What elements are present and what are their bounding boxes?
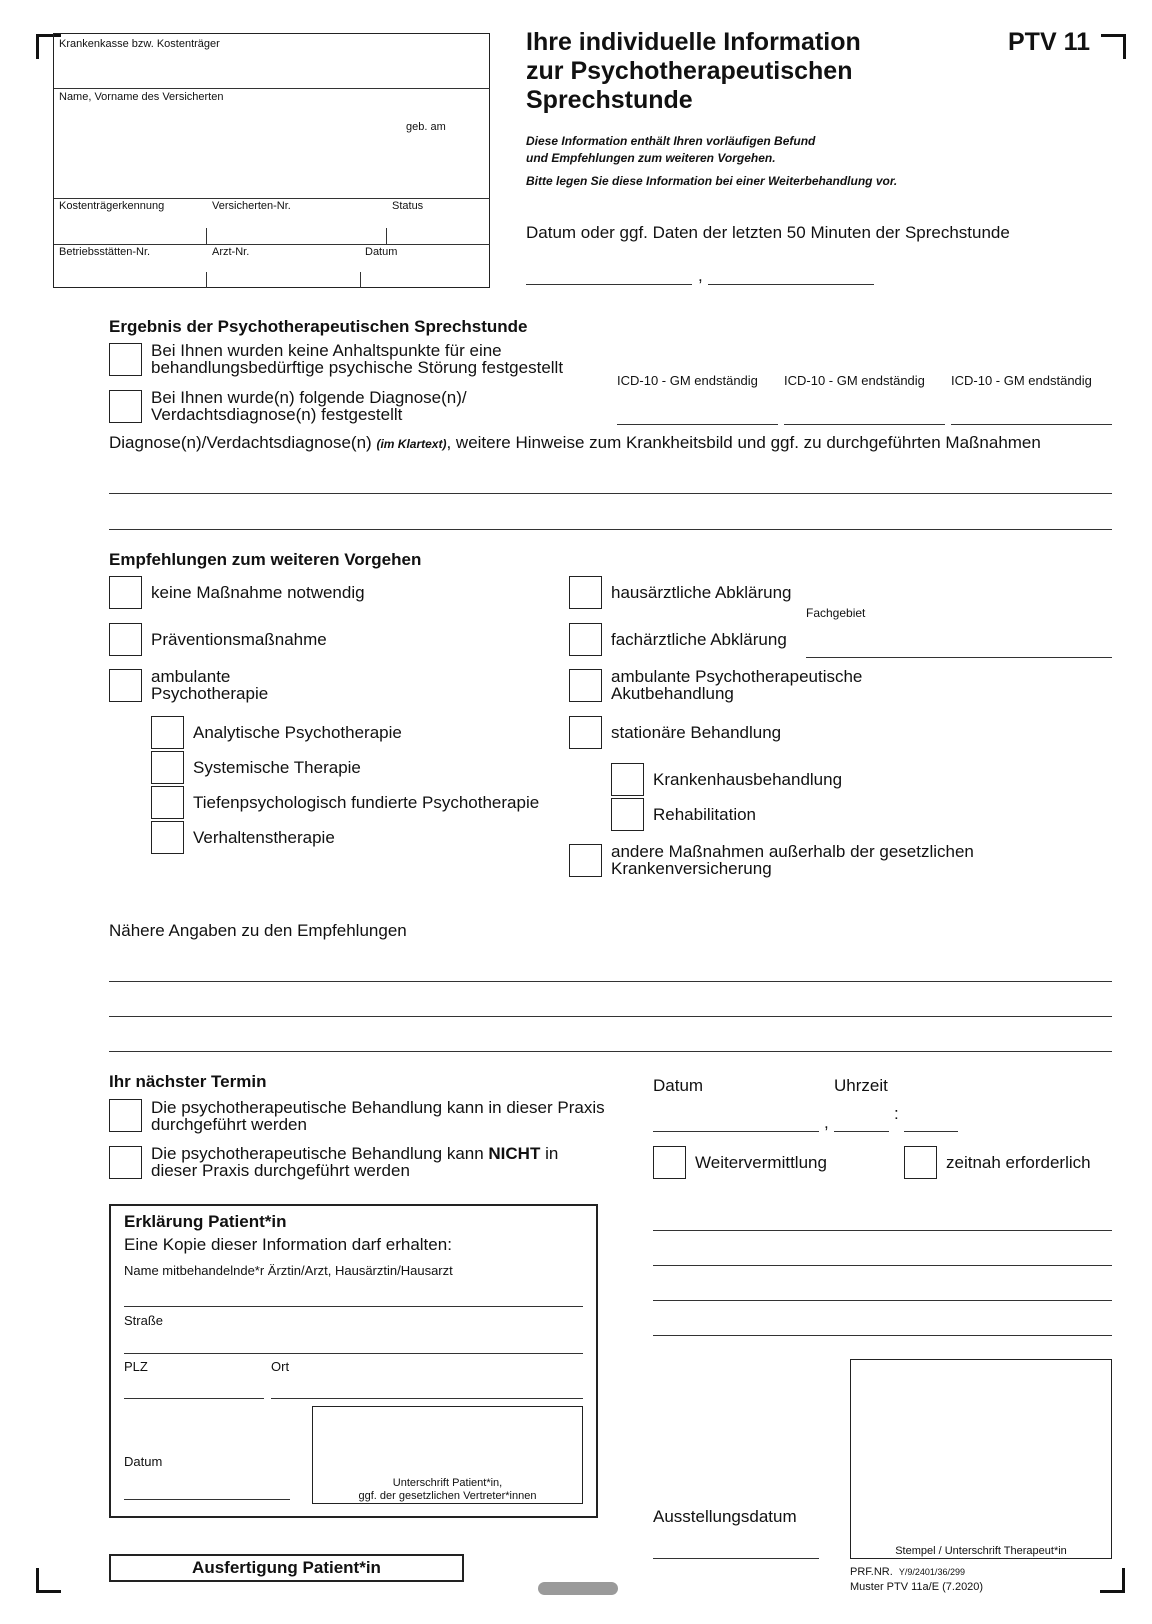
- termin-uhrzeit-label: Uhrzeit: [834, 1076, 888, 1095]
- no-disorder-line1: Bei Ihnen wurden keine Anhaltspunkte für eine: [151, 341, 502, 360]
- ort-label: Ort: [271, 1359, 290, 1374]
- diag-klartext: (im Klartext): [376, 437, 447, 451]
- verhaltenstherapie-checkbox[interactable]: [151, 821, 184, 854]
- corner-mark-bottom-left: [36, 1568, 61, 1593]
- info-line1: Diese Information enthält Ihren vorläufigen Befund: [526, 134, 816, 148]
- akut-line1: ambulante Psychotherapeutische: [611, 667, 863, 686]
- praxis-info-line-1[interactable]: [653, 1230, 1112, 1231]
- diagnosis-checkbox[interactable]: [109, 390, 142, 423]
- behandlung-nicht-in-praxis-checkbox[interactable]: [109, 1146, 142, 1179]
- akut-line2: Akutbehandlung: [611, 684, 734, 703]
- termin-opt2-line1: [151, 1145, 558, 1162]
- kennung-label: Kostenträgerkennung: [59, 200, 165, 212]
- strasse-label: Straße: [124, 1313, 164, 1328]
- page-title-line2: zur Psychotherapeutischen: [526, 57, 853, 85]
- ausstellungsdatum-field[interactable]: [653, 1558, 819, 1559]
- andere-line2: Krankenversicherung: [611, 859, 772, 878]
- naehere-line-1[interactable]: [109, 981, 1112, 982]
- termin-heading: Ihr nächster Termin: [109, 1072, 267, 1091]
- info-line3: Bitte legen Sie diese Information bei einer Weiterbehandlung vor.: [526, 174, 898, 188]
- scroll-indicator[interactable]: [538, 1582, 618, 1595]
- termin-colon: :: [894, 1104, 899, 1123]
- ambulante-psychotherapie-checkbox[interactable]: [109, 669, 142, 702]
- strasse-field[interactable]: [124, 1353, 583, 1354]
- stempel-label: Stempel / Unterschrift Therapeut*in: [895, 1545, 1067, 1557]
- muster-label: Muster PTV 11a/E (7.2020): [850, 1581, 984, 1593]
- name-arzt-label: Name mitbehandelnde*r Ärztin/Arzt, Hausärztin/Hausarzt: [124, 1263, 453, 1278]
- icd-label-3: ICD-10 - GM endständig: [951, 373, 1092, 388]
- krankenhaus-label: Krankenhausbehandlung: [653, 770, 843, 789]
- no-disorder-checkbox[interactable]: [109, 343, 142, 376]
- diagnosis-text-label: [109, 434, 1041, 453]
- fachgebiet-field[interactable]: [806, 657, 1112, 658]
- zeitnah-label: zeitnah erforderlich: [946, 1153, 1091, 1172]
- diagnosis-line2: Verdachtsdiagnose(n) festgestellt: [151, 405, 403, 424]
- diag-suffix: , weitere Hinweise zum Krankheitsbild und ggf. zu durchgeführten Maßnahmen: [446, 433, 1041, 452]
- erklaerung-datum-field[interactable]: [124, 1499, 290, 1500]
- hausaerztlich-label: hausärztliche Abklärung: [611, 583, 792, 602]
- erklaerung-datum-label: Datum: [124, 1454, 163, 1469]
- diag-prefix: Diagnose(n)/Verdachtsdiagnose(n): [109, 433, 372, 452]
- opt2-post: in: [540, 1144, 559, 1163]
- sig-label-line2: ggf. der gesetzlichen Vertreter*innen: [358, 1490, 537, 1502]
- stationaer-checkbox[interactable]: [569, 716, 602, 749]
- behandlung-in-praxis-checkbox[interactable]: [109, 1099, 142, 1132]
- page-title-line3: Sprechstunde: [526, 86, 693, 114]
- ausstellungsdatum-label: Ausstellungsdatum: [653, 1507, 797, 1526]
- sig-label-line1: Unterschrift Patient*in,: [392, 1477, 503, 1489]
- andere-massnahmen-checkbox[interactable]: [569, 844, 602, 877]
- termin-opt1-line1: Die psychotherapeutische Behandlung kann in dieser Praxis: [151, 1098, 605, 1117]
- naehere-angaben-label: Nähere Angaben zu den Empfehlungen: [109, 921, 407, 940]
- naehere-line-2[interactable]: [109, 1016, 1112, 1017]
- diagnosis-line1: Bei Ihnen wurde(n) folgende Diagnose(n)/: [151, 388, 467, 407]
- prfnr-value: Y/9/2401/36/299: [898, 1567, 965, 1577]
- name-arzt-field[interactable]: [124, 1306, 583, 1307]
- stationaer-label: stationäre Behandlung: [611, 723, 782, 742]
- no-disorder-line2: behandlungsbedürftige psychische Störung festgestellt: [151, 358, 564, 377]
- andere-line1: andere Maßnahmen außerhalb der gesetzlichen: [611, 842, 974, 861]
- praxis-info-line-2[interactable]: [653, 1265, 1112, 1266]
- plz-field[interactable]: [124, 1398, 264, 1399]
- date-comma: ,: [698, 266, 703, 285]
- verhaltenstherapie-label: Verhaltenstherapie: [193, 828, 335, 847]
- praevention-checkbox[interactable]: [109, 623, 142, 656]
- prfnr-label: PRF.NR.: [850, 1566, 893, 1578]
- stempel-box[interactable]: [850, 1359, 1112, 1559]
- praevention-label: Präventionsmaßnahme: [151, 630, 327, 649]
- erklaerung-box: [109, 1204, 598, 1518]
- termin-opt2-line2: dieser Praxis durchgeführt werden: [151, 1161, 410, 1180]
- box-datum-label: Datum: [365, 246, 398, 258]
- termin-hour-field[interactable]: [834, 1131, 889, 1132]
- termin-minute-field[interactable]: [904, 1131, 958, 1132]
- systemische-checkbox[interactable]: [151, 751, 184, 784]
- praxis-info-line-4[interactable]: [653, 1335, 1112, 1336]
- weitervermittlung-checkbox[interactable]: [653, 1146, 686, 1179]
- termin-opt1-line2: durchgeführt werden: [151, 1115, 307, 1134]
- fachgebiet-label: Fachgebiet: [806, 606, 866, 620]
- ambulante-line2: Psychotherapie: [151, 684, 269, 703]
- ergebnis-heading: Ergebnis der Psychotherapeutischen Sprechstunde: [109, 317, 528, 336]
- hausaerztlich-checkbox[interactable]: [569, 576, 602, 609]
- status-label: Status: [392, 200, 424, 212]
- kasse-label: Krankenkasse bzw. Kostenträger: [59, 38, 220, 50]
- analytische-label: Analytische Psychotherapie: [193, 723, 402, 742]
- fachaerztlich-checkbox[interactable]: [569, 623, 602, 656]
- ausfertigung-label: Ausfertigung Patient*in: [192, 1558, 381, 1577]
- opt2-bold: NICHT: [488, 1144, 541, 1163]
- empfehlungen-heading: Empfehlungen zum weiteren Vorgehen: [109, 550, 422, 569]
- erklaerung-heading: Erklärung Patient*in: [124, 1212, 287, 1231]
- ausfertigung-box: [109, 1554, 464, 1582]
- termin-datum-label: Datum: [653, 1076, 704, 1095]
- insurance-box: [53, 33, 490, 288]
- rehabilitation-label: Rehabilitation: [653, 805, 757, 824]
- session-date-field-2[interactable]: [708, 284, 874, 285]
- ambulante-line1: ambulante: [151, 667, 231, 686]
- fachaerztlich-label: fachärztliche Abklärung: [611, 630, 787, 649]
- dob-label: geb. am: [406, 121, 446, 133]
- corner-mark-top-right: [1101, 34, 1126, 59]
- termin-datum-field[interactable]: [653, 1131, 819, 1132]
- krankenhaus-checkbox[interactable]: [611, 763, 644, 796]
- tiefenpsychologisch-label: Tiefenpsychologisch fundierte Psychotherapie: [193, 793, 540, 812]
- prfnr: [850, 1566, 965, 1578]
- weitervermittlung-label: Weitervermittlung: [695, 1153, 827, 1172]
- ort-field[interactable]: [271, 1398, 583, 1399]
- icd-label-1: ICD-10 - GM endständig: [617, 373, 758, 388]
- akutbehandlung-checkbox[interactable]: [569, 669, 602, 702]
- zeitnah-checkbox[interactable]: [904, 1146, 937, 1179]
- info-line2: und Empfehlungen zum weiteren Vorgehen.: [526, 151, 776, 165]
- plz-label: PLZ: [124, 1359, 148, 1374]
- tiefenpsychologisch-checkbox[interactable]: [151, 786, 184, 819]
- page-title-line1: Ihre individuelle Information: [526, 28, 861, 56]
- praxis-info-line-3[interactable]: [653, 1300, 1112, 1301]
- icd-field-1[interactable]: [617, 424, 778, 425]
- keine-massnahme-checkbox[interactable]: [109, 576, 142, 609]
- form-code: PTV 11: [1008, 28, 1090, 56]
- session-date-label: Datum oder ggf. Daten der letzten 50 Minuten der Sprechstunde: [526, 223, 1010, 242]
- naehere-line-3[interactable]: [109, 1051, 1112, 1052]
- icd-field-3[interactable]: [951, 424, 1112, 425]
- name-label: Name, Vorname des Versicherten: [59, 91, 224, 103]
- erklaerung-subheading: Eine Kopie dieser Information darf erhalten:: [124, 1235, 452, 1254]
- termin-comma: ,: [824, 1113, 829, 1132]
- bsnr-label: Betriebsstätten-Nr.: [59, 246, 151, 258]
- patient-signature-box[interactable]: [312, 1406, 583, 1504]
- icd-field-2[interactable]: [784, 424, 945, 425]
- arztnr-label: Arzt-Nr.: [212, 246, 250, 258]
- rehabilitation-checkbox[interactable]: [611, 798, 644, 831]
- opt2-pre: Die psychotherapeutische Behandlung kann: [151, 1144, 489, 1163]
- diagnosis-text-line-2[interactable]: [109, 529, 1112, 530]
- session-date-field-1[interactable]: [526, 284, 692, 285]
- keine-massnahme-label: keine Maßnahme notwendig: [151, 583, 365, 602]
- corner-mark-bottom-right: [1100, 1568, 1125, 1593]
- versnr-label: Versicherten-Nr.: [212, 200, 291, 212]
- icd-label-2: ICD-10 - GM endständig: [784, 373, 925, 388]
- diagnosis-text-line-1[interactable]: [109, 493, 1112, 494]
- systemische-label: Systemische Therapie: [193, 758, 361, 777]
- analytische-checkbox[interactable]: [151, 716, 184, 749]
